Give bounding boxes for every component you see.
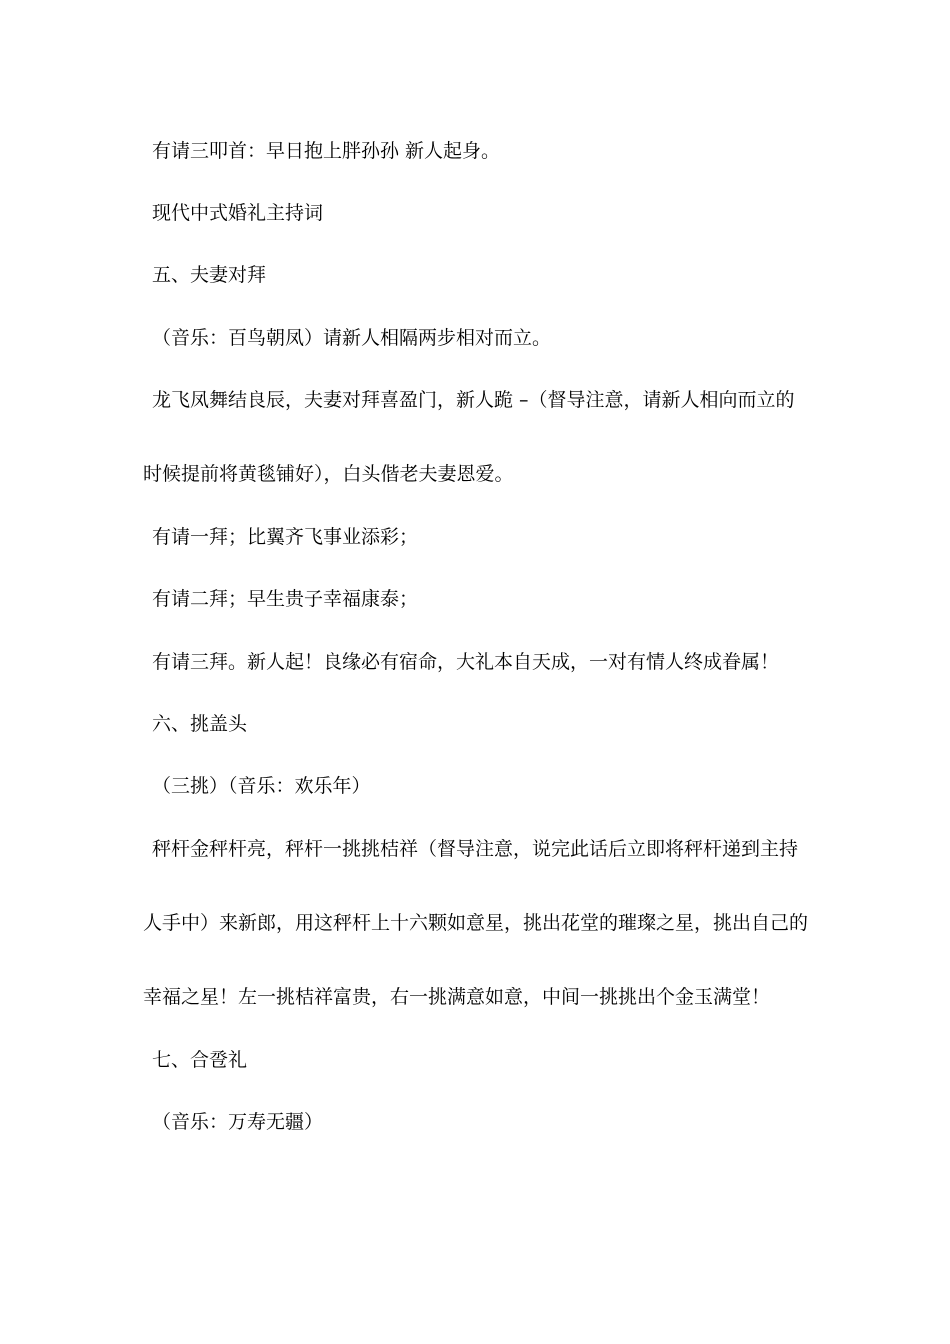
text-line-paragraph-2a: 秤杆金秤杆亮，秤杆一挑挑桔祥（督导注意，说完此话后立即将秤杆递到主持	[152, 838, 799, 860]
text-line-music-bainiao: （音乐：百鸟朝凤）请新人相隔两步相对而立。	[152, 327, 552, 349]
text-line-title: 现代中式婚礼主持词	[152, 202, 324, 224]
text-line-paragraph-1a: 龙飞凤舞结良辰，夫妻对拜喜盈门，新人跪 –（督导注意，请新人相向而立的	[152, 389, 795, 411]
text-line-paragraph-2b: 人手中）来新郎，用这秤杆上十六颗如意星，挑出花堂的璀璨之星，挑出自己的	[143, 912, 809, 934]
text-line-music-huanle: （三挑）（音乐：欢乐年）	[152, 775, 371, 797]
section-heading-five: 五、夫妻对拜	[152, 264, 267, 286]
section-heading-six: 六、挑盖头	[152, 713, 248, 735]
text-line-music-wanshou: （音乐：万寿无疆）	[152, 1111, 324, 1133]
text-line-kowtow-three: 有请三叩首：早日抱上胖孙孙 新人起身。	[152, 140, 501, 162]
section-heading-seven: 七、合卺礼	[152, 1049, 248, 1071]
text-line-paragraph-2c: 幸福之星！左一挑桔祥富贵，右一挑满意如意，中间一挑挑出个金玉满堂！	[143, 986, 771, 1008]
text-line-paragraph-1b: 时候提前将黄毯铺好），白头偕老夫妻恩爱。	[143, 463, 514, 485]
text-line-bow-three: 有请三拜。新人起！良缘必有宿命，大礼本自天成，一对有情人终成眷属！	[152, 651, 780, 673]
text-line-bow-one: 有请一拜；比翼齐飞事业添彩；	[152, 526, 419, 548]
text-line-bow-two: 有请二拜；早生贵子幸福康泰；	[152, 588, 419, 610]
